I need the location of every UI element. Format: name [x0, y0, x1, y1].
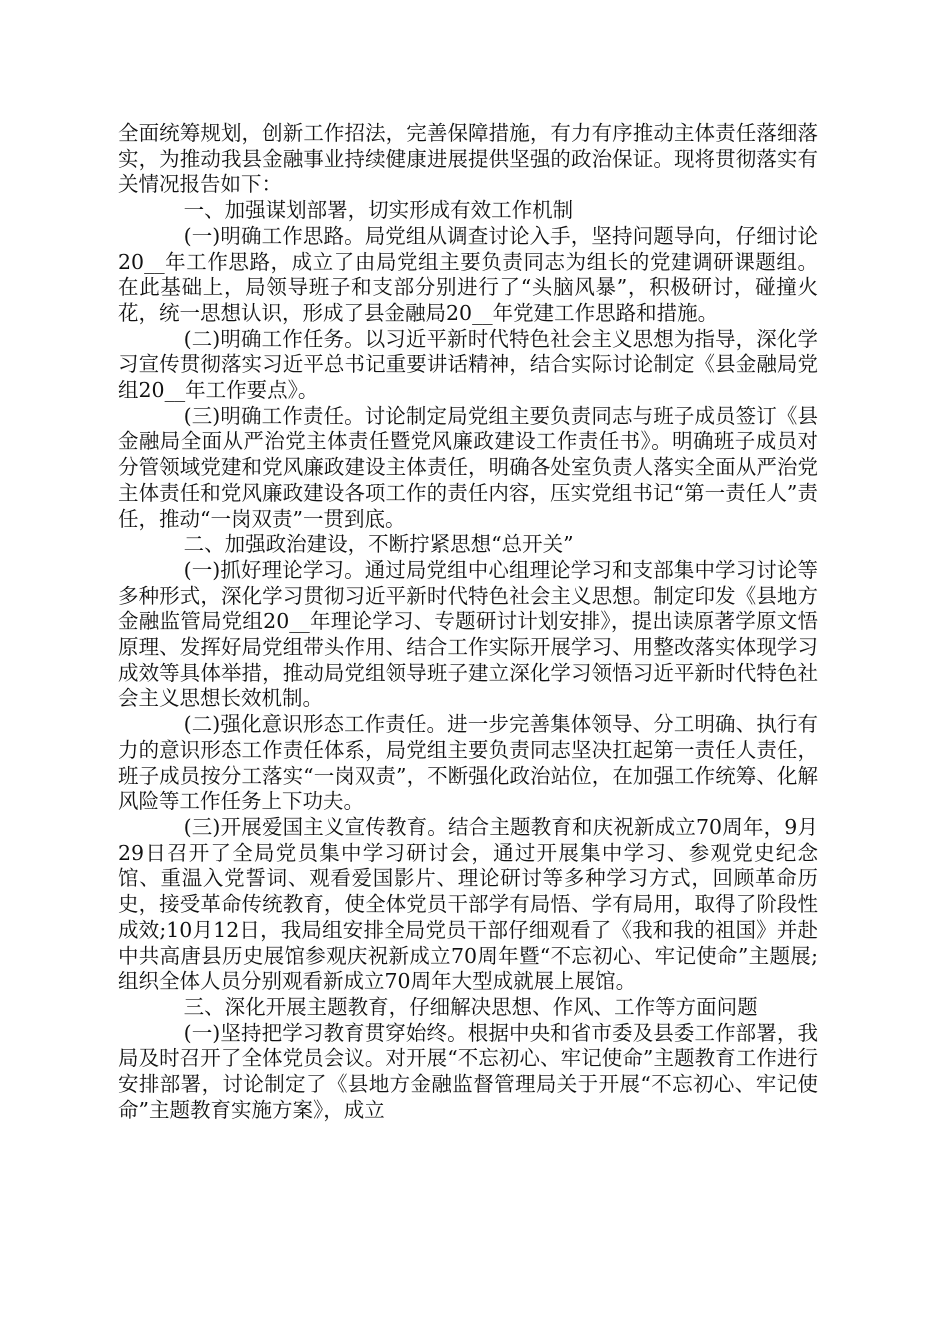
paragraph-intro: 全面统筹规划，创新工作招法，完善保障措施，有力有序推动主体责任落细落实，为推动我县金融事业持续健康进展提供坚强的政治保证。现将贯彻落实有关情况报告如下：: [118, 121, 818, 197]
section-heading-3: 三、深化开展主题教育，仔细解决思想、作风、工作等方面问题: [183, 994, 758, 1019]
section-heading-2: 二、加强政治建设，不断拧紧思想“总开关”: [183, 532, 574, 557]
section-heading-1: 一、加强谋划部署，切实形成有效工作机制: [183, 198, 574, 223]
document-body: [118, 121, 818, 1123]
paragraph-1-1: (一)明确工作思路。局党组从调查讨论入手，坚持问题导向，仔细讨论20__年工作思路，成立了由局党组主要负责同志为组长的党建调研课题组。在此基础上，局领导班子和支部分别进行了“头脑风暴”，积极研讨，碰撞火花，统一思想认识，形成了县金融局20__年党建工作思路和措施。: [118, 223, 818, 325]
paragraph-2-3: (三)开展爱国主义宣传教育。结合主题教育和庆祝新成立70周年，9月29日召开了全局党员集中学习研讨会，通过开展集中学习、参观党史纪念馆、重温入党誓词、观看爱国影片、理论研讨等多种学习方式，回顾革命历史，接受革命传统教育，使全体党员干部学有局悟、学有局用，取得了阶段性成效;10月12日，我局组安排全局党员干部仔细观看了《我和我的祖国》并赴中共高唐县历史展馆参观庆祝新成立70周年暨“不忘初心、牢记使命”主题展;组织全体人员分别观看新成立70周年大型成就展上展馆。: [118, 814, 818, 994]
paragraph-2-2: (二)强化意识形态工作责任。进一步完善集体领导、分工明确、执行有力的意识形态工作责任体系，局党组主要负责同志坚决扛起第一责任人责任，班子成员按分工落实“一岗双责”，不断强化政治站位，在加强工作统筹、化解风险等工作任务上下功夫。: [118, 712, 818, 814]
paragraph-1-3: (三)明确工作责任。讨论制定局党组主要负责同志与班子成员签订《县金融局全面从严治党主体责任暨党风廉政建设工作责任书》。明确班子成员对分管领域党建和党风廉政建设主体责任，明确各处室负责人落实全面从严治党主体责任和党风廉政建设各项工作的责任内容，压实党组书记“第一责任人”责任，推动“一岗双责”一贯到底。: [118, 403, 818, 531]
paragraph-1-2: (二)明确工作任务。以习近平新时代特色社会主义思想为指导，深化学习宣传贯彻落实习近平总书记重要讲话精神，结合实际讨论制定《县金融局党组20__年工作要点》。: [118, 326, 818, 403]
paragraph-2-1: (一)抓好理论学习。通过局党组中心组理论学习和支部集中学习讨论等多种形式，深化学习贯彻习近平新时代特色社会主义思想。制定印发《县地方金融监管局党组20__年理论学习、专题研讨计划安排》，提出读原著学原文悟原理、发挥好局党组带头作用、结合工作实际开展学习、用整改落实体现学习成效等具体举措，推动局党组领导班子建立深化学习领悟习近平新时代特色社会主义思想长效机制。: [118, 557, 818, 711]
paragraph-3-1: (一)坚持把学习教育贯穿始终。根据中央和省市委及县委工作部署，我局及时召开了全体党员会议。对开展“不忘初心、牢记使命”主题教育工作进行安排部署，讨论制定了《县地方金融监督管理局关于开展“不忘初心、牢记使命”主题教育实施方案》，成立: [118, 1020, 818, 1122]
